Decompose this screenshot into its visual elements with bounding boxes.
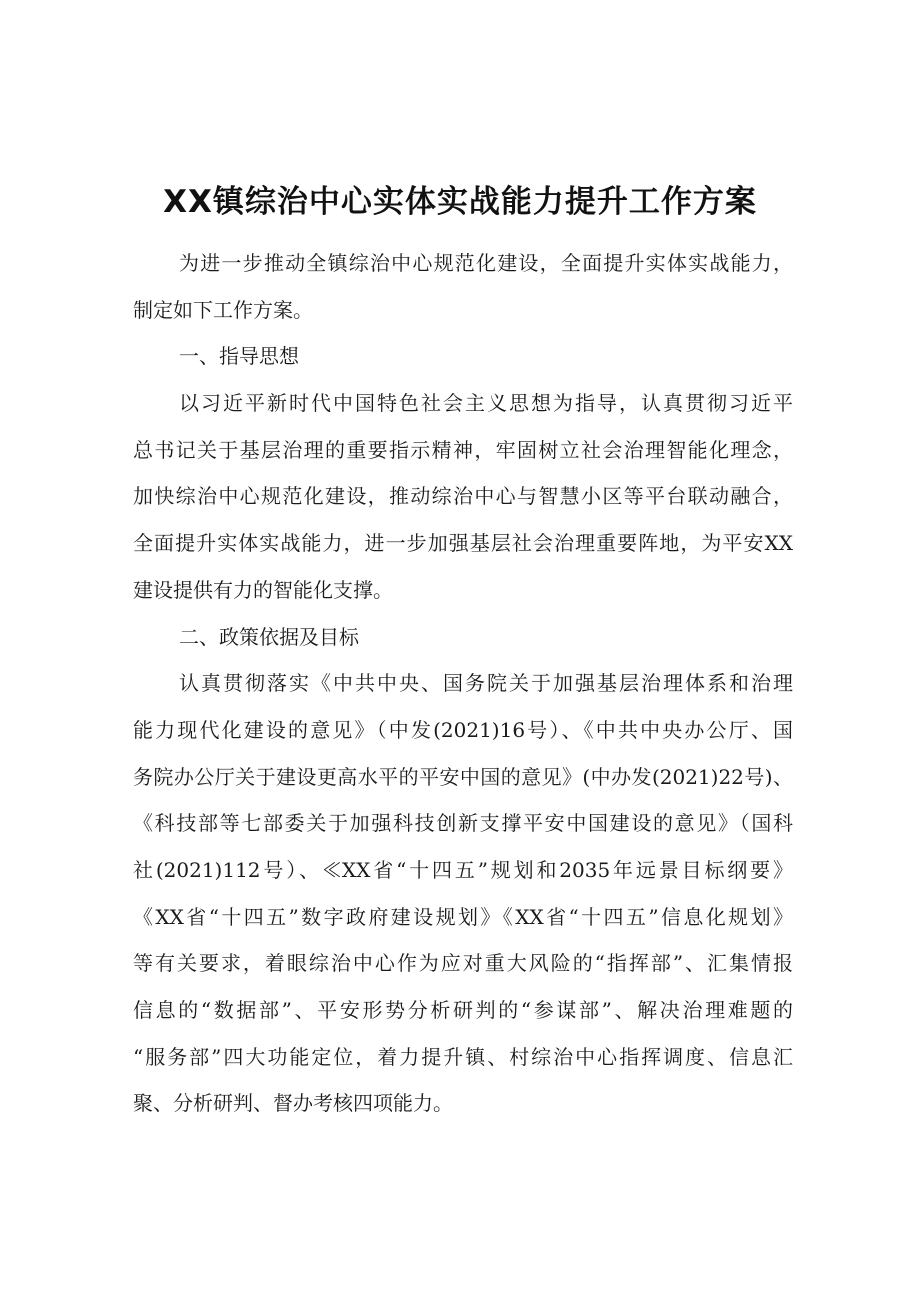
paragraph-guiding-line-5: 建设提供有力的智能化支撑。 (133, 577, 393, 602)
paragraph-policy-line-4: 《科技部等七部委关于加强科技创新支撑平安中国建设的意见》（国科 (133, 811, 793, 836)
paragraph-policy-line-1: 认真贯彻落实《中共中央、国务院关于加强基层治理体系和治理 (179, 671, 793, 696)
paragraph-policy-line-7: 等有关要求，着眼综治中心作为应对重大风险的“指挥部”、汇集情报 (133, 951, 793, 976)
paragraph-policy-line-8: 信息的“数据部”、平安形势分析研判的“参谋部”、解决治理难题的 (133, 998, 793, 1022)
section-heading-guiding-thought: 一、指导思想 (179, 344, 299, 369)
paragraph-policy-line-6: 《XX省“十四五”数字政府建设规划》《XX省“十四五”信息化规划》 (133, 904, 793, 929)
paragraph-guiding-line-3: 加快综治中心规范化建设，推动综治中心与智慧小区等平台联动融合， (133, 484, 793, 509)
document-body (133, 240, 793, 1127)
paragraph-policy-line-10: 聚、分析研判、督办考核四项能力。 (133, 1091, 453, 1116)
paragraph-policy-line-2: 能力现代化建设的意见》（中发(2021)16号）、《中共中央办公厅、国 (133, 717, 793, 742)
paragraph-intro-line-2: 制定如下工作方案。 (133, 297, 313, 322)
paragraph-guiding-line-1: 以习近平新时代中国特色社会主义思想为指导，认真贯彻习近平 (179, 391, 793, 416)
document-title: XX镇综治中心实体实战能力提升工作方案 (163, 184, 757, 220)
paragraph-policy-line-3: 务院办公厅关于建设更高水平的平安中国的意见》(中办发(2021)22号)、 (133, 764, 793, 789)
paragraph-guiding-line-4: 全面提升实体实战能力，进一步加强基层社会治理重要阵地，为平安XX (133, 531, 793, 556)
section-heading-policy-basis: 二、政策依据及目标 (179, 624, 359, 649)
paragraph-intro-line-1: 为进一步推动全镇综治中心规范化建设，全面提升实体实战能力， (179, 251, 793, 275)
paragraph-policy-line-5: 社(2021)112号）、≪XX省“十四五”规划和2035年远景目标纲要》 (133, 857, 793, 882)
paragraph-policy-line-9: “服务部”四大功能定位，着力提升镇、村综治中心指挥调度、信息汇 (133, 1044, 793, 1069)
paragraph-guiding-line-2: 总书记关于基层治理的重要指示精神，牢固树立社会治理智能化理念， (133, 437, 793, 462)
